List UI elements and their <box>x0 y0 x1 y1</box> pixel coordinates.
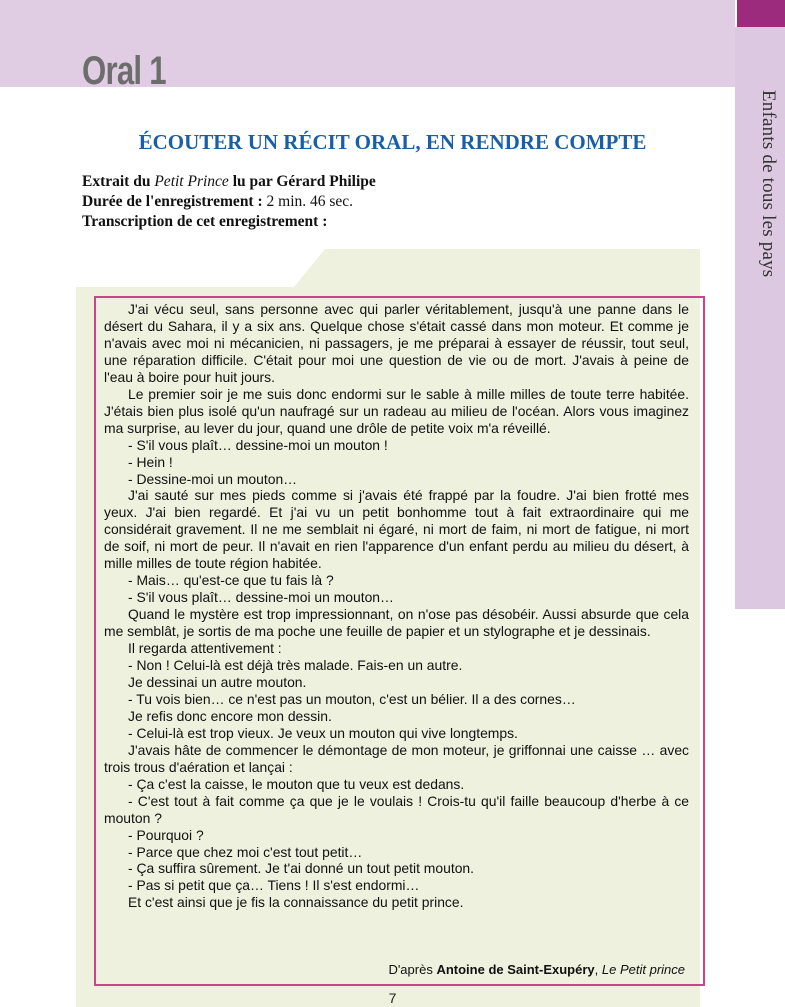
transcript-paragraph: - Ça suffira sûrement. Je t'ai donné un tout petit mouton. <box>128 860 474 877</box>
transcript-box <box>94 296 705 986</box>
source-credit <box>388 962 685 977</box>
section-title: ÉCOUTER UN RÉCIT ORAL, EN RENDRE COMPTE <box>138 130 647 154</box>
transcript-paragraph: - Celui-là est trop vieux. Je veux un mouton qui vive longtemps. <box>128 724 518 741</box>
transcript-paragraph: - C'est tout à fait comme ça que je le voulais ! Crois-tu qu'il faille beaucoup d'herbe à ce mouton ? <box>104 792 689 826</box>
transcript-paragraph: J'avais hâte de commencer le démontage de mon moteur, je griffonnai une caisse … avec trois trous d'aération et lançai : <box>104 741 689 775</box>
transcript-paragraph: Quand le mystère est trop impressionnant, on n'ose pas désobéir. Aussi absurde que cela me semblât, je sortis de ma poche une feuille de papier et un stylographe et je dessinais. <box>104 606 689 640</box>
credit-author: Antoine de Saint-Exupéry <box>436 962 595 977</box>
transcript-paragraph: Il regarda attentivement : <box>128 640 282 657</box>
transcript-paragraph: - S'il vous plaît… dessine-moi un mouton… <box>128 589 394 606</box>
transcript-paragraph: J'ai sauté sur mes pieds comme si j'avais été frappé par la foudre. J'ai bien frotté mes yeux. J'ai bien regardé. Et j'ai vu un petit bonhomme tout à fait extraordinaire qui me considérait gravement. Il ne me semblait ni égaré, ni mort de faim, ni mort de fatigue, ni mort de soif, ni mort de peur. Il n'avait en rien l'apparence d'un enfant perdu au milieu du désert, à mille milles de toute région habitée. <box>104 487 689 572</box>
transcript-paragraph: Et c'est ainsi que je fis la connaissance du petit prince. <box>128 894 464 911</box>
transcript-paragraph: Le premier soir je me suis donc endormi sur le sable à mille milles de toute terre habitée. J'étais bien plus isolé qu'un naufragé sur un radeau au milieu de l'océan. Alors vous imaginez ma surprise, au lever du jour, quand une drôle de petite voix m'a réveillé. <box>104 385 689 436</box>
transcript-paragraph: Je refis donc encore mon dessin. <box>128 707 332 724</box>
transcript-paragraph: Je dessinai un autre mouton. <box>128 673 307 690</box>
duration-value: 2 min. 46 sec. <box>262 193 354 210</box>
extract-book: Petit Prince <box>154 173 229 190</box>
transcription-label: Transcription de cet enregistrement : <box>82 213 328 230</box>
transcript-paragraph: - S'il vous plaît… dessine-moi un mouton ! <box>128 436 388 453</box>
duration-label: Durée de l'enregistrement : <box>82 193 263 210</box>
transcript-paragraph: - Pas si petit que ça… Tiens ! Il s'est endormi… <box>128 877 420 894</box>
extract-suffix: lu par Gérard Philipe <box>228 173 376 190</box>
transcript-paragraph: - Parce que chez moi c'est tout petit… <box>128 843 363 860</box>
page-number: 7 <box>388 990 397 1006</box>
transcript-paragraph: - Ça c'est la caisse, le mouton que tu veux est dedans. <box>128 775 465 792</box>
credit-separator: , <box>594 962 602 977</box>
extract-info <box>82 173 376 191</box>
side-label: Enfants de tous les pays <box>758 90 779 278</box>
transcript-paragraph: - Hein ! <box>128 453 173 470</box>
extract-prefix: Extrait du <box>82 173 155 190</box>
transcript-paragraph: - Mais… qu'est-ce que tu fais là ? <box>128 572 334 589</box>
transcript-paragraph: - Dessine-moi un mouton… <box>128 470 298 487</box>
transcript-paragraph: J'ai vécu seul, sans personne avec qui parler véritablement, jusqu'à une panne dans le désert du Sahara, il y a six ans. Quelque chose s'était cassé dans mon moteur. Et comme je n'avais avec moi ni mécanicien, ni passagers, je me préparai à essayer de réussir, tout seul, une réparation difficile. C'était pour moi une question de vie ou de mort. J'avais à peine de l'eau à boire pour huit jours. <box>104 301 689 385</box>
transcript-paragraph: - Non ! Celui-là est déjà très malade. Fais-en un autre. <box>128 657 463 674</box>
credit-title: Le Petit prince <box>601 962 685 977</box>
credit-prefix: D'après <box>388 962 437 977</box>
unit-title: Oral 1 <box>82 49 166 93</box>
transcript-paragraph: - Pourquoi ? <box>128 826 204 843</box>
transcript-text <box>104 301 689 911</box>
duration-info <box>82 193 353 211</box>
corner-tab <box>737 0 785 27</box>
transcript-paragraph: - Tu vois bien… ce n'est pas un mouton, c'est un bélier. Il a des cornes… <box>128 690 576 707</box>
